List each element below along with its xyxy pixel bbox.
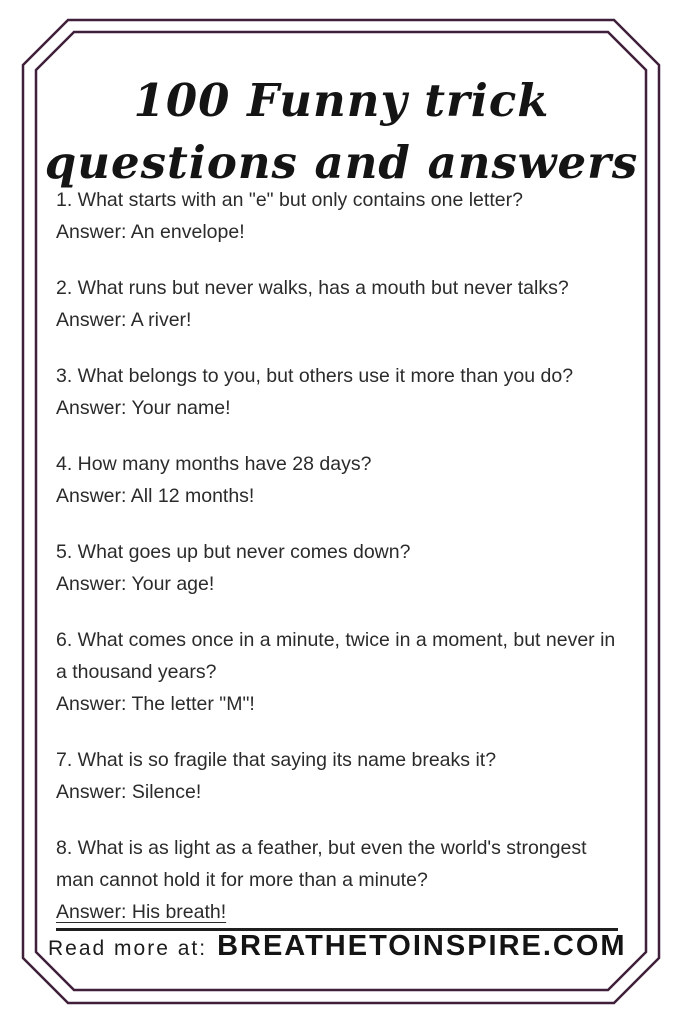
question-text: 5. What goes up but never comes down? bbox=[56, 541, 411, 563]
question-text: 3. What belongs to you, but others use it more than you do? bbox=[56, 365, 574, 387]
page-title-line2: questions and answers bbox=[44, 136, 639, 190]
question-text: 7. What is so fragile that saying its name breaks it? bbox=[56, 749, 497, 771]
answer-text: Answer: His breath! bbox=[56, 896, 618, 931]
question-text: 8. What is as light as a feather, but even the world's strongest man cannot hold it for more than a minute? bbox=[56, 837, 587, 891]
answer-text: Answer: An envelope! bbox=[56, 221, 245, 243]
answer-text: Answer: Your age! bbox=[56, 573, 215, 595]
question-block bbox=[56, 536, 628, 600]
footer bbox=[48, 930, 643, 963]
question-block bbox=[56, 272, 628, 336]
question-text: 6. What comes once in a minute, twice in a moment, but never in a thousand years? bbox=[56, 629, 616, 683]
page-title bbox=[40, 70, 643, 194]
page-title-line1: 100 Funny trick bbox=[133, 74, 550, 128]
question-block bbox=[56, 832, 628, 931]
question-text: 4. How many months have 28 days? bbox=[56, 453, 372, 475]
answer-text: Answer: All 12 months! bbox=[56, 485, 255, 507]
question-block bbox=[56, 360, 628, 424]
site-name: BREATHETOINSPIRE.COM bbox=[217, 930, 627, 962]
answer-text: Answer: The letter "M"! bbox=[56, 693, 255, 715]
question-block bbox=[56, 184, 628, 248]
question-block bbox=[56, 448, 628, 512]
read-more-label: Read more at: bbox=[48, 937, 208, 960]
question-block bbox=[56, 624, 628, 720]
question-text: 2. What runs but never walks, has a mouth but never talks? bbox=[56, 277, 569, 299]
questions-list bbox=[56, 184, 628, 955]
question-text: 1. What starts with an "e" but only contains one letter? bbox=[56, 189, 523, 211]
answer-text: Answer: Silence! bbox=[56, 781, 202, 803]
answer-text: Answer: A river! bbox=[56, 309, 192, 331]
question-block bbox=[56, 744, 628, 808]
answer-text: Answer: Your name! bbox=[56, 397, 231, 419]
